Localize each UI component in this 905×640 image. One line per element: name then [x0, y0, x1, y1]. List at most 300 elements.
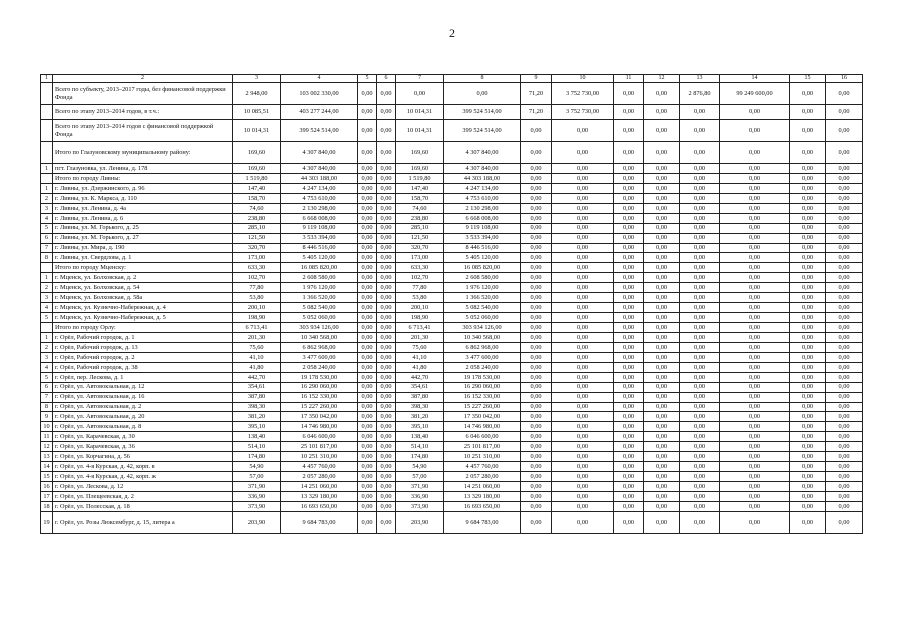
- value-cell: 0,00: [377, 501, 396, 511]
- value-cell: 0,00: [552, 193, 614, 203]
- value-cell: 0,00: [790, 392, 826, 402]
- value-cell: 0,00: [680, 362, 720, 372]
- value-cell: 0,00: [680, 332, 720, 342]
- value-cell: 0,00: [552, 142, 614, 164]
- value-cell: 0,00: [644, 432, 680, 442]
- value-cell: 0,00: [614, 164, 644, 174]
- value-cell: 201,30: [396, 332, 444, 342]
- value-cell: 0,00: [552, 313, 614, 323]
- value-cell: 0,00: [644, 402, 680, 412]
- value-cell: 57,00: [233, 472, 281, 482]
- row-number-cell: 8: [41, 253, 53, 263]
- value-cell: 0,00: [377, 120, 396, 142]
- address-cell: г. Орёл, ул. Полесская, д. 18: [53, 501, 233, 511]
- value-cell: 0,00: [644, 233, 680, 243]
- value-cell: 0,00: [377, 452, 396, 462]
- value-cell: 0,00: [720, 392, 790, 402]
- row-number-cell: 3: [41, 293, 53, 303]
- value-cell: 1 366 520,00: [281, 293, 358, 303]
- value-cell: 0,00: [720, 273, 790, 283]
- value-cell: 0,00: [521, 392, 552, 402]
- value-cell: 0,00: [521, 243, 552, 253]
- value-cell: 0,00: [377, 243, 396, 253]
- value-cell: 0,00: [521, 323, 552, 333]
- value-cell: 0,00: [358, 193, 377, 203]
- value-cell: 0,00: [644, 412, 680, 422]
- column-number: 16: [826, 75, 863, 83]
- value-cell: 0,00: [790, 462, 826, 472]
- value-cell: 2 057 280,00: [444, 472, 521, 482]
- address-cell: г. Ливны, ул. Дзержинского, д. 96: [53, 183, 233, 193]
- value-cell: 6 713,41: [233, 323, 281, 333]
- value-cell: 0,00: [826, 491, 863, 501]
- value-cell: 10 251 310,00: [444, 452, 521, 462]
- value-cell: 0,00: [358, 105, 377, 120]
- value-cell: 9 684 783,00: [444, 511, 521, 533]
- value-cell: 9 684 783,00: [281, 511, 358, 533]
- value-cell: 14 746 980,00: [444, 422, 521, 432]
- value-cell: 0,00: [644, 283, 680, 293]
- value-cell: 4 247 134,00: [281, 183, 358, 193]
- value-cell: 0,00: [680, 402, 720, 412]
- value-cell: 0,00: [790, 233, 826, 243]
- value-cell: 0,00: [614, 402, 644, 412]
- value-cell: 0,00: [358, 382, 377, 392]
- value-cell: 0,00: [680, 233, 720, 243]
- address-cell: г. Мценск, ул. Кузнечно-Набережная, д. 4: [53, 303, 233, 313]
- value-cell: 9 119 108,00: [281, 223, 358, 233]
- value-cell: 0,00: [720, 120, 790, 142]
- value-cell: 0,00: [790, 491, 826, 501]
- column-number: 13: [680, 75, 720, 83]
- value-cell: 0,00: [826, 263, 863, 273]
- value-cell: 0,00: [790, 293, 826, 303]
- value-cell: 77,80: [396, 283, 444, 293]
- value-cell: 200,10: [233, 303, 281, 313]
- value-cell: 0,00: [790, 243, 826, 253]
- value-cell: 0,00: [358, 283, 377, 293]
- value-cell: 354,61: [396, 382, 444, 392]
- value-cell: 0,00: [521, 362, 552, 372]
- value-cell: 0,00: [826, 323, 863, 333]
- value-cell: 17 350 042,00: [281, 412, 358, 422]
- value-cell: 0,00: [358, 233, 377, 243]
- table-row: [41, 442, 863, 452]
- value-cell: 5 405 120,00: [444, 253, 521, 263]
- value-cell: 0,00: [644, 462, 680, 472]
- value-cell: 5 052 060,00: [281, 313, 358, 323]
- value-cell: 354,61: [233, 382, 281, 392]
- value-cell: 0,00: [720, 243, 790, 253]
- table-row: [41, 392, 863, 402]
- value-cell: 0,00: [720, 382, 790, 392]
- value-cell: 10 251 310,00: [281, 452, 358, 462]
- value-cell: 0,00: [552, 462, 614, 472]
- column-number: 4: [281, 75, 358, 83]
- value-cell: 0,00: [790, 253, 826, 263]
- value-cell: 0,00: [614, 105, 644, 120]
- value-cell: 0,00: [521, 472, 552, 482]
- value-cell: 0,00: [552, 491, 614, 501]
- value-cell: 0,00: [377, 352, 396, 362]
- table-row: [41, 422, 863, 432]
- value-cell: 121,50: [396, 233, 444, 243]
- value-cell: 0,00: [826, 193, 863, 203]
- value-cell: 0,00: [826, 362, 863, 372]
- value-cell: 0,00: [720, 422, 790, 432]
- address-cell: г. Орёл, ул. Карачевская, д. 36: [53, 442, 233, 452]
- value-cell: 0,00: [614, 83, 644, 105]
- value-cell: 0,00: [521, 342, 552, 352]
- value-cell: 0,00: [790, 273, 826, 283]
- value-cell: 0,00: [358, 253, 377, 263]
- value-cell: 0,00: [614, 313, 644, 323]
- value-cell: 2 876,80: [680, 83, 720, 105]
- value-cell: 0,00: [614, 392, 644, 402]
- value-cell: 1 519,80: [396, 173, 444, 183]
- value-cell: 16 152 330,00: [444, 392, 521, 402]
- value-cell: 0,00: [790, 382, 826, 392]
- value-cell: 0,00: [644, 482, 680, 492]
- address-cell: г. Орёл, ул. Автовокзальная, д. 12: [53, 382, 233, 392]
- value-cell: 158,70: [233, 193, 281, 203]
- address-cell: г. Орёл, ул. Карачевская, д. 30: [53, 432, 233, 442]
- value-cell: 2 608 580,00: [444, 273, 521, 283]
- address-cell: Итого по Глазуновскому муниципальному району:: [53, 142, 233, 164]
- address-cell: г. Орёл, ул. Автовокзальная, д. 8: [53, 422, 233, 432]
- value-cell: 0,00: [790, 432, 826, 442]
- row-number-cell: 17: [41, 491, 53, 501]
- address-cell: г. Ливны, ул. Ленина, д. 4а: [53, 203, 233, 213]
- value-cell: 5 052 060,00: [444, 313, 521, 323]
- value-cell: 173,00: [233, 253, 281, 263]
- value-cell: 0,00: [377, 313, 396, 323]
- value-cell: 53,80: [233, 293, 281, 303]
- value-cell: 0,00: [720, 452, 790, 462]
- value-cell: 0,00: [790, 173, 826, 183]
- value-cell: 238,80: [233, 213, 281, 223]
- value-cell: 371,90: [396, 482, 444, 492]
- value-cell: 0,00: [720, 323, 790, 333]
- value-cell: 3 752 730,00: [552, 105, 614, 120]
- value-cell: 0,00: [680, 263, 720, 273]
- row-number-cell: 4: [41, 213, 53, 223]
- value-cell: 633,30: [396, 263, 444, 273]
- column-number: 15: [790, 75, 826, 83]
- table-row: [41, 283, 863, 293]
- row-number-cell: 11: [41, 432, 53, 442]
- value-cell: 0,00: [552, 342, 614, 352]
- value-cell: 399 524 514,00: [444, 105, 521, 120]
- table-row: [41, 452, 863, 462]
- value-cell: 0,00: [680, 313, 720, 323]
- value-cell: 5 405 120,00: [281, 253, 358, 263]
- value-cell: 398,30: [233, 402, 281, 412]
- value-cell: 0,00: [680, 303, 720, 313]
- row-number-cell: [41, 120, 53, 142]
- value-cell: 0,00: [644, 342, 680, 352]
- value-cell: 0,00: [720, 105, 790, 120]
- value-cell: 4 307 840,00: [444, 142, 521, 164]
- value-cell: 0,00: [358, 402, 377, 412]
- value-cell: 6 046 600,00: [444, 432, 521, 442]
- value-cell: 0,00: [552, 511, 614, 533]
- row-number-cell: [41, 173, 53, 183]
- value-cell: 14 251 060,00: [444, 482, 521, 492]
- value-cell: 6 862 968,00: [281, 342, 358, 352]
- value-cell: 336,90: [396, 491, 444, 501]
- value-cell: 381,20: [233, 412, 281, 422]
- row-number-cell: 2: [41, 283, 53, 293]
- value-cell: 0,00: [358, 442, 377, 452]
- value-cell: 0,00: [720, 293, 790, 303]
- row-number-cell: 5: [41, 372, 53, 382]
- row-number-cell: 12: [41, 442, 53, 452]
- value-cell: 0,00: [720, 233, 790, 243]
- table-row: [41, 332, 863, 342]
- value-cell: 0,00: [377, 303, 396, 313]
- value-cell: 13 329 180,00: [281, 491, 358, 501]
- value-cell: 0,00: [720, 164, 790, 174]
- value-cell: 0,00: [358, 501, 377, 511]
- value-cell: 0,00: [614, 332, 644, 342]
- value-cell: 0,00: [644, 372, 680, 382]
- table-row: [41, 243, 863, 253]
- value-cell: 14 251 060,00: [281, 482, 358, 492]
- value-cell: 0,00: [790, 501, 826, 511]
- value-cell: 0,00: [358, 243, 377, 253]
- value-cell: 0,00: [644, 203, 680, 213]
- value-cell: 0,00: [358, 482, 377, 492]
- value-cell: 0,00: [720, 283, 790, 293]
- value-cell: 0,00: [644, 362, 680, 372]
- row-number-cell: 1: [41, 183, 53, 193]
- value-cell: 0,00: [614, 253, 644, 263]
- value-cell: 0,00: [358, 183, 377, 193]
- value-cell: 0,00: [614, 293, 644, 303]
- address-cell: г. Орёл, ул. Автовокзальная, д. 16: [53, 392, 233, 402]
- value-cell: 0,00: [826, 402, 863, 412]
- value-cell: 0,00: [826, 213, 863, 223]
- value-cell: 0,00: [358, 422, 377, 432]
- value-cell: 2 130 298,00: [281, 203, 358, 213]
- value-cell: 0,00: [720, 183, 790, 193]
- value-cell: 0,00: [521, 482, 552, 492]
- table-row: [41, 372, 863, 382]
- value-cell: 174,80: [233, 452, 281, 462]
- value-cell: 0,00: [552, 352, 614, 362]
- value-cell: 0,00: [521, 303, 552, 313]
- value-cell: 138,40: [233, 432, 281, 442]
- value-cell: 0,00: [826, 83, 863, 105]
- table-row: [41, 83, 863, 105]
- value-cell: 0,00: [552, 213, 614, 223]
- value-cell: 10 085,51: [233, 105, 281, 120]
- value-cell: 0,00: [826, 183, 863, 193]
- value-cell: 0,00: [826, 472, 863, 482]
- table-row: [41, 303, 863, 313]
- value-cell: 0,00: [826, 120, 863, 142]
- value-cell: 201,30: [233, 332, 281, 342]
- value-cell: 0,00: [826, 332, 863, 342]
- value-cell: 0,00: [790, 342, 826, 352]
- value-cell: 0,00: [377, 193, 396, 203]
- value-cell: 0,00: [358, 472, 377, 482]
- value-cell: 0,00: [614, 283, 644, 293]
- value-cell: 4 753 610,00: [281, 193, 358, 203]
- value-cell: 0,00: [521, 352, 552, 362]
- value-cell: 0,00: [358, 332, 377, 342]
- value-cell: 399 524 514,00: [444, 120, 521, 142]
- row-number-cell: [41, 323, 53, 333]
- value-cell: 3 752 730,00: [552, 83, 614, 105]
- value-cell: 4 307 840,00: [281, 142, 358, 164]
- value-cell: 3 477 600,00: [444, 352, 521, 362]
- value-cell: 0,00: [790, 323, 826, 333]
- value-cell: 0,00: [644, 83, 680, 105]
- value-cell: 0,00: [680, 472, 720, 482]
- value-cell: 0,00: [377, 511, 396, 533]
- address-cell: Всего по этапу 2013–2014 годов, в т.ч.:: [53, 105, 233, 120]
- value-cell: 320,70: [396, 243, 444, 253]
- value-cell: 0,00: [614, 362, 644, 372]
- value-cell: 0,00: [790, 193, 826, 203]
- value-cell: 238,80: [396, 213, 444, 223]
- value-cell: 0,00: [377, 173, 396, 183]
- row-number-cell: 1: [41, 273, 53, 283]
- value-cell: 0,00: [790, 442, 826, 452]
- value-cell: 3 533 394,00: [281, 233, 358, 243]
- value-cell: 15 227 260,00: [281, 402, 358, 412]
- value-cell: 0,00: [444, 83, 521, 105]
- value-cell: 0,00: [358, 452, 377, 462]
- column-number: 14: [720, 75, 790, 83]
- value-cell: 169,60: [396, 164, 444, 174]
- value-cell: 0,00: [644, 243, 680, 253]
- value-cell: 320,70: [233, 243, 281, 253]
- value-cell: 0,00: [552, 432, 614, 442]
- value-cell: 0,00: [614, 243, 644, 253]
- value-cell: 0,00: [826, 462, 863, 472]
- value-cell: 0,00: [720, 511, 790, 533]
- value-cell: 0,00: [720, 142, 790, 164]
- value-cell: 0,00: [614, 193, 644, 203]
- value-cell: 303 934 126,00: [281, 323, 358, 333]
- value-cell: 0,00: [521, 501, 552, 511]
- value-cell: 442,70: [233, 372, 281, 382]
- value-cell: 395,10: [233, 422, 281, 432]
- value-cell: 0,00: [396, 83, 444, 105]
- value-cell: 0,00: [552, 362, 614, 372]
- value-cell: 0,00: [826, 372, 863, 382]
- row-number-cell: 7: [41, 243, 53, 253]
- row-number-cell: 5: [41, 313, 53, 323]
- column-number: 9: [521, 75, 552, 83]
- address-cell: г. Орёл, ул. Плещеевская, д. 2: [53, 491, 233, 501]
- value-cell: 398,30: [396, 402, 444, 412]
- value-cell: 0,00: [720, 442, 790, 452]
- value-cell: 0,00: [680, 392, 720, 402]
- value-cell: 147,40: [396, 183, 444, 193]
- value-cell: 0,00: [680, 422, 720, 432]
- value-cell: 0,00: [644, 332, 680, 342]
- value-cell: 0,00: [614, 183, 644, 193]
- value-cell: 0,00: [377, 422, 396, 432]
- value-cell: 8 446 516,00: [444, 243, 521, 253]
- value-cell: 198,90: [233, 313, 281, 323]
- value-cell: 0,00: [552, 303, 614, 313]
- table-row: [41, 491, 863, 501]
- value-cell: 0,00: [377, 442, 396, 452]
- value-cell: 0,00: [521, 193, 552, 203]
- value-cell: 0,00: [521, 183, 552, 193]
- row-number-cell: 19: [41, 511, 53, 533]
- value-cell: 103 002 330,00: [281, 83, 358, 105]
- table-row: [41, 352, 863, 362]
- value-cell: 0,00: [826, 352, 863, 362]
- value-cell: 3 477 600,00: [281, 352, 358, 362]
- value-cell: 16 152 330,00: [281, 392, 358, 402]
- value-cell: 285,10: [233, 223, 281, 233]
- table-row: [41, 362, 863, 372]
- value-cell: 0,00: [680, 183, 720, 193]
- column-number: 8: [444, 75, 521, 83]
- value-cell: 77,80: [233, 283, 281, 293]
- value-cell: 1 519,80: [233, 173, 281, 183]
- value-cell: 0,00: [377, 402, 396, 412]
- value-cell: 0,00: [826, 392, 863, 402]
- value-cell: 6 668 008,00: [444, 213, 521, 223]
- value-cell: 2 608 580,00: [281, 273, 358, 283]
- table-row: [41, 313, 863, 323]
- value-cell: 0,00: [680, 452, 720, 462]
- value-cell: 0,00: [614, 501, 644, 511]
- value-cell: 0,00: [826, 482, 863, 492]
- value-cell: 25 101 817,00: [281, 442, 358, 452]
- value-cell: 4 753 610,00: [444, 193, 521, 203]
- value-cell: 9 119 108,00: [444, 223, 521, 233]
- table-row: [41, 462, 863, 472]
- value-cell: 373,90: [233, 501, 281, 511]
- table-row: [41, 293, 863, 303]
- address-cell: Всего по субъекту, 2013–2017 годы, без финансовой поддержки Фонда: [53, 83, 233, 105]
- value-cell: 4 307 840,00: [444, 164, 521, 174]
- row-number-cell: 8: [41, 402, 53, 412]
- row-number-cell: 5: [41, 223, 53, 233]
- value-cell: 0,00: [790, 83, 826, 105]
- value-cell: 14 746 980,00: [281, 422, 358, 432]
- table-row: [41, 105, 863, 120]
- value-cell: 442,70: [396, 372, 444, 382]
- value-cell: 371,90: [233, 482, 281, 492]
- value-cell: 44 303 188,00: [281, 173, 358, 183]
- value-cell: 0,00: [720, 213, 790, 223]
- value-cell: 0,00: [826, 382, 863, 392]
- value-cell: 285,10: [396, 223, 444, 233]
- value-cell: 0,00: [358, 412, 377, 422]
- value-cell: 0,00: [521, 164, 552, 174]
- address-cell: г. Орёл, ул. Автовокзальная, д. 20: [53, 412, 233, 422]
- value-cell: 0,00: [644, 193, 680, 203]
- row-number-cell: 16: [41, 482, 53, 492]
- value-cell: 0,00: [358, 372, 377, 382]
- value-cell: 0,00: [614, 263, 644, 273]
- value-cell: 0,00: [377, 164, 396, 174]
- value-cell: 0,00: [644, 120, 680, 142]
- value-cell: 0,00: [790, 422, 826, 432]
- value-cell: 0,00: [521, 511, 552, 533]
- value-cell: 0,00: [826, 313, 863, 323]
